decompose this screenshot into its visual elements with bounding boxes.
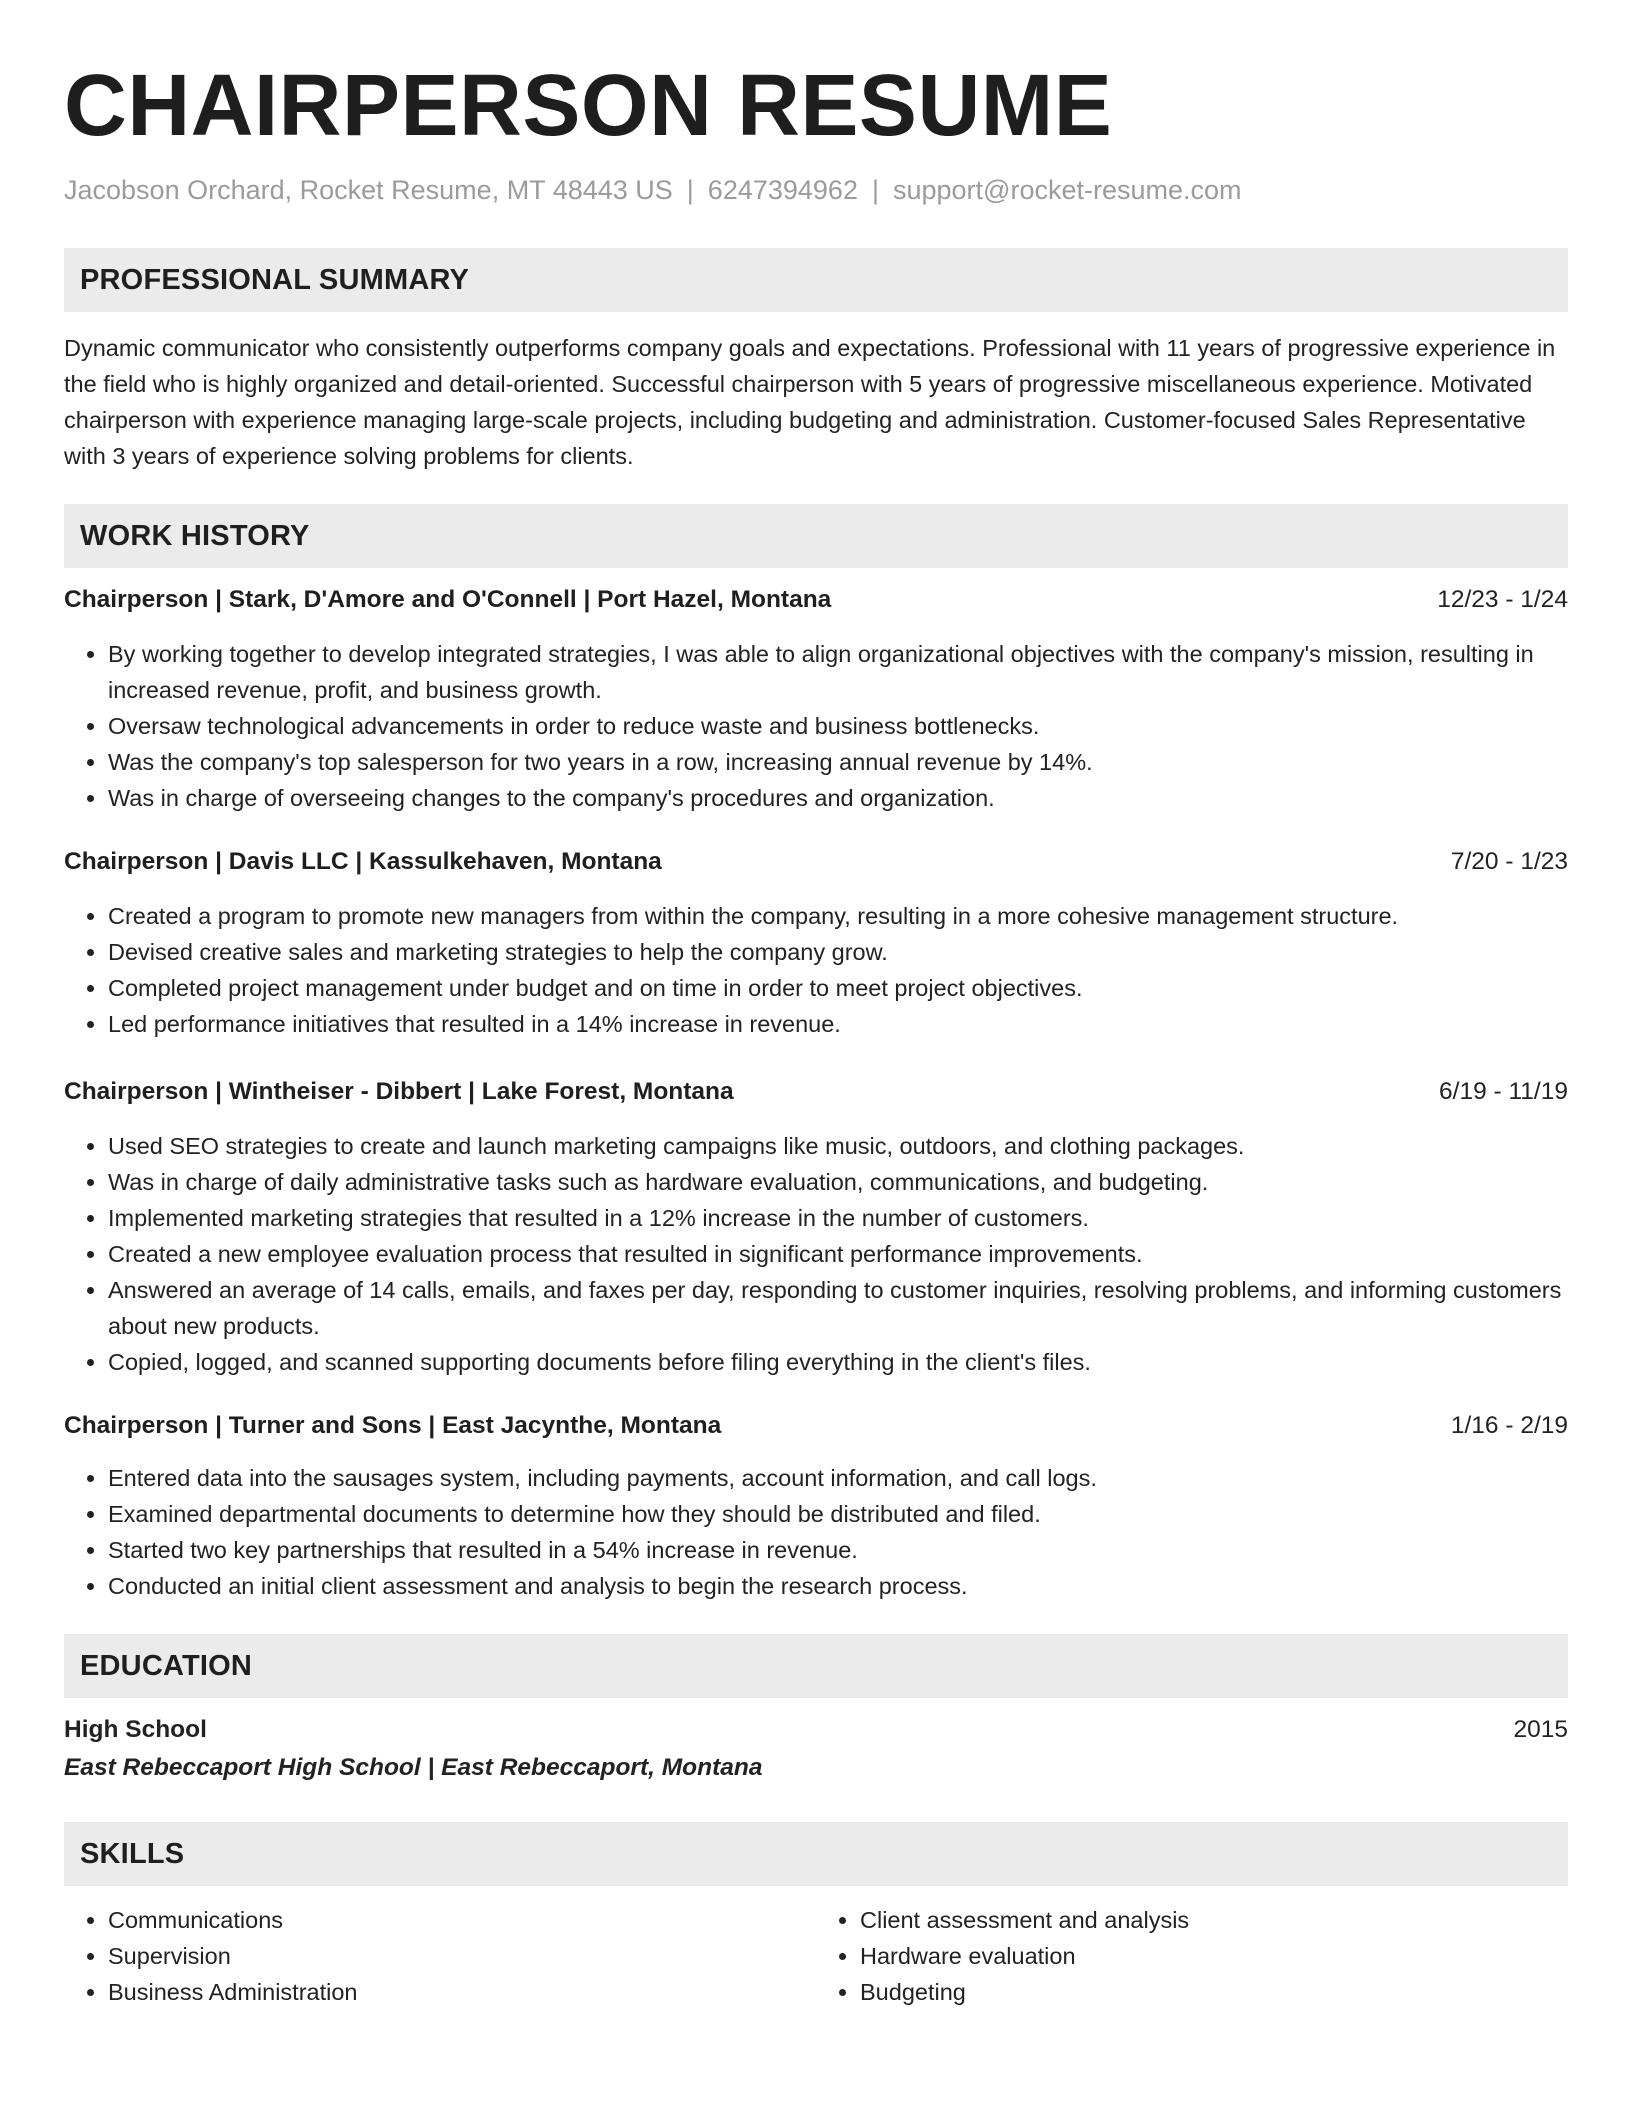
job-bullet: • Started two key partnerships that resulted in a 54% increase in revenue. xyxy=(108,1532,1568,1568)
job-entry xyxy=(64,1076,1568,1380)
job-bullet: • Conducted an initial client assessment and analysis to begin the research process. xyxy=(108,1568,1568,1604)
job-dates: 1/16 - 2/19 xyxy=(1450,1412,1568,1440)
education-degree: High School xyxy=(64,1716,207,1744)
summary-text: Dynamic communicator who consistently outperforms company goals and expectations. Professional with 11 years of progressive experience in the field who is highly organized and detail-oriented. Successful chairperson with 5 years of progressive miscellaneous experience. Motivated chairperson with experience managing large-scale projects, including budgeting and administration. Customer-focused Sales Representative with 3 years of experience solving problems for clients. xyxy=(64,335,1556,470)
job-title: Chairperson | Stark, D'Amore and O'Connell | Port Hazel, Montana xyxy=(64,586,832,614)
job-bullet: • Implemented marketing strategies that resulted in a 12% increase in the number of customers. xyxy=(108,1200,1568,1236)
section-heading-education: EDUCATION xyxy=(64,1634,1568,1698)
section-heading-work-history: WORK HISTORY xyxy=(64,504,1568,568)
job-bullet: • Was in charge of daily administrative tasks such as hardware evaluation, communications, and budgeting. xyxy=(108,1164,1568,1200)
skills-list xyxy=(64,1902,1568,2010)
job-bullet: • Oversaw technological advancements in order to reduce waste and business bottlenecks. xyxy=(108,708,1568,744)
section-heading-summary: PROFESSIONAL SUMMARY xyxy=(64,248,1568,312)
job-bullet: • By working together to develop integrated strategies, I was able to align organizational objectives with the company's mission, resulting in increased revenue, profit, and business growth. xyxy=(108,636,1568,708)
skill-item: • Communications xyxy=(108,1902,816,1938)
skill-item: • Hardware evaluation xyxy=(860,1938,1568,1974)
job-entry xyxy=(64,1410,1568,1604)
job-bullet-list xyxy=(64,1128,1568,1380)
skill-item: • Supervision xyxy=(108,1938,816,1974)
job-bullet: • Led performance initiatives that resulted in a 14% increase in revenue. xyxy=(108,1006,1568,1042)
job-bullet: • Answered an average of 14 calls, emails, and faxes per day, responding to customer inquiries, resolving problems, and informing customers about new products. xyxy=(108,1272,1568,1344)
job-bullet: • Completed project management under budget and on time in order to meet project objectives. xyxy=(108,970,1568,1006)
job-bullet: • Created a new employee evaluation process that resulted in significant performance improvements. xyxy=(108,1236,1568,1272)
skill-item: • Client assessment and analysis xyxy=(860,1902,1568,1938)
job-entry xyxy=(64,584,1568,816)
section-heading-skills: SKILLS xyxy=(64,1822,1568,1886)
job-title: Chairperson | Wintheiser - Dibbert | Lake Forest, Montana xyxy=(64,1078,734,1106)
job-dates: 12/23 - 1/24 xyxy=(1437,586,1568,614)
job-title: Chairperson | Turner and Sons | East Jacynthe, Montana xyxy=(64,1412,722,1440)
job-bullet: • Used SEO strategies to create and launch marketing campaigns like music, outdoors, and clothing packages. xyxy=(108,1128,1568,1164)
contact-separator: | xyxy=(871,175,879,205)
job-bullet: • Devised creative sales and marketing strategies to help the company grow. xyxy=(108,934,1568,970)
job-bullet: • Entered data into the sausages system, including payments, account information, and call logs. xyxy=(108,1460,1568,1496)
education-header xyxy=(64,1714,1568,1746)
skill-item: • Budgeting xyxy=(860,1974,1568,2010)
job-dates: 7/20 - 1/23 xyxy=(1450,848,1568,876)
contact-separator: | xyxy=(686,175,694,205)
job-bullet: • Created a program to promote new managers from within the company, resulting in a more cohesive management structure. xyxy=(108,898,1568,934)
skills-column-right xyxy=(816,1902,1568,2010)
contact-phone[interactable]: 6247394962 xyxy=(707,175,858,205)
job-entry xyxy=(64,846,1568,1042)
job-title: Chairperson | Davis LLC | Kassulkehaven, Montana xyxy=(64,848,662,876)
job-bullet: • Examined departmental documents to determine how they should be distributed and filed. xyxy=(108,1496,1568,1532)
education-entry xyxy=(64,1714,1568,1784)
contact-email[interactable]: support@rocket-resume.com xyxy=(892,175,1242,205)
job-bullet: • Was the company's top salesperson for two years in a row, increasing annual revenue by 14%. xyxy=(108,744,1568,780)
job-bullet: • Copied, logged, and scanned supporting documents before filing everything in the client's files. xyxy=(108,1344,1568,1380)
education-year: 2015 xyxy=(1513,1716,1568,1744)
job-bullet-list xyxy=(64,898,1568,1042)
job-dates: 6/19 - 11/19 xyxy=(1439,1078,1568,1106)
contact-address: Jacobson Orchard, Rocket Resume, MT 48443 US xyxy=(64,175,673,205)
job-header xyxy=(64,1076,1568,1108)
job-bullet-list xyxy=(64,1460,1568,1604)
job-bullet-list xyxy=(64,636,1568,816)
skills-column-left xyxy=(64,1902,816,2010)
contact-line xyxy=(64,173,1568,208)
skill-item: • Business Administration xyxy=(108,1974,816,2010)
education-school: East Rebeccaport High School | East Rebeccaport, Montana xyxy=(64,1754,763,1782)
job-bullet: • Was in charge of overseeing changes to the company's procedures and organization. xyxy=(108,780,1568,816)
job-header xyxy=(64,846,1568,878)
job-header xyxy=(64,1410,1568,1442)
job-header xyxy=(64,584,1568,616)
resume-title: CHAIRPERSON RESUME xyxy=(64,57,1113,154)
